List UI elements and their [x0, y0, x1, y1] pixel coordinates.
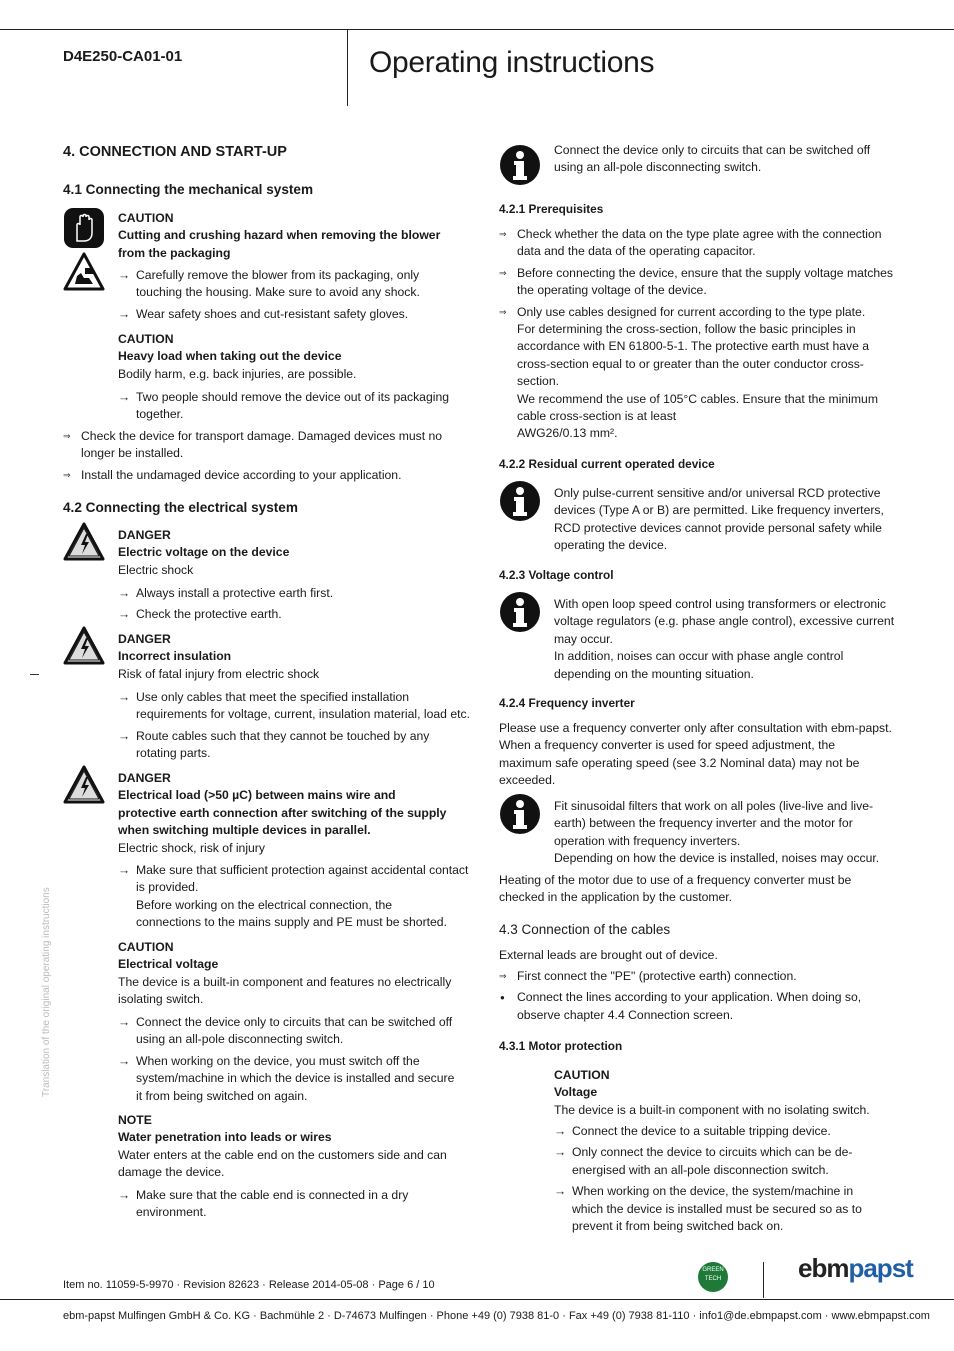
bullet-item: ⇒ Only use cables designed for current according to the type plate.: [517, 304, 893, 321]
instruction-line: → Make sure that the cable end is connected in a dry: [136, 1187, 408, 1204]
caution-subtitle: Voltage: [554, 1085, 598, 1100]
section-heading: 4. CONNECTION AND START-UP: [63, 144, 287, 160]
info-text: In addition, noises can occur with phase angle control: [554, 649, 844, 664]
subsection-heading: 4.2.1 Prerequisites: [499, 202, 604, 216]
instruction-line: connections to the mains supply and PE must be shorted.: [136, 915, 447, 930]
caution-title: CAUTION: [118, 211, 174, 225]
bullet-item: cable cross-section is at least: [517, 408, 677, 423]
instruction-line: → Connect the device to a suitable tripping device.: [572, 1123, 862, 1140]
bullet-item: ⇒ Check the device for transport damage. Damaged devices must no: [81, 428, 442, 445]
instruction-line: → Connect the device only to circuits that can be switched off: [136, 1014, 454, 1031]
subsection-heading: 4.3 Connection of the cables: [499, 922, 671, 937]
caution-body: The device is a built-in component and features no electrically: [118, 974, 452, 989]
info-text: Depending on how the device is installed, noises may occur.: [554, 851, 880, 866]
subsection-heading: 4.3.1 Motor protection: [499, 1039, 623, 1053]
instruction-line: prevent it from being switched back on.: [572, 1218, 784, 1233]
instruction-line: → Wear safety shoes and cut-resistant safety gloves.: [136, 306, 420, 323]
paragraph-line: maximum safe operating speed (see 3.2 Nominal data) may not be: [499, 755, 860, 770]
info-text: depending on the mounting situation.: [554, 666, 754, 681]
bullet-item: cross-section equal to or greater than the outer conductor cross-: [517, 356, 864, 371]
margin-tick: [30, 674, 39, 675]
footer-item-info: Item no. 11059-5-9970 · Revision 82623 · Release 2014-05-08 · Page 6 / 10: [63, 1279, 435, 1291]
info-text: RCD protective devices cannot provide personal safety while: [554, 520, 882, 535]
instruction-line: is provided.: [136, 880, 199, 895]
instruction-line: which the device is installed must be secured so as to: [572, 1201, 862, 1216]
danger-title: DANGER: [118, 632, 171, 646]
danger-body: Electric shock: [118, 562, 194, 577]
info-text: may occur.: [554, 631, 613, 646]
ebmpapst-logo: [798, 1253, 913, 1283]
caution-subtitle: Heavy load when taking out the device: [118, 349, 342, 364]
info-icon: [499, 793, 541, 835]
header-divider: [347, 29, 348, 106]
paragraph-line: Please use a frequency converter only after consultation with ebm-papst.: [499, 721, 892, 735]
danger-body: Risk of fatal injury from electric shock: [118, 666, 320, 681]
caution-subtitle: from the packaging: [118, 245, 231, 260]
instruction-line: → Always install a protective earth first.: [136, 585, 333, 602]
glove-icon: [63, 207, 105, 249]
caution-body: The device is a built-in component with no isolating switch.: [554, 1102, 870, 1117]
note-title: NOTE: [118, 1113, 152, 1127]
subsection-heading: 4.2.2 Residual current operated device: [499, 457, 715, 471]
bullet-item: We recommend the use of 105°C cables. Ensure that the minimum: [517, 391, 878, 406]
instruction-line: energised with an all-pole disconnection switch.: [572, 1162, 829, 1177]
info-text: using an all-pole disconnecting switch.: [554, 160, 762, 175]
caution-subtitle: Cutting and crushing hazard when removing the blower: [118, 228, 441, 243]
side-note: Translation of the original operating instructions: [41, 887, 52, 1097]
danger-subtitle: Electrical load (>50 µC) between mains wire and: [118, 788, 396, 803]
paragraph-line: exceeded.: [499, 773, 556, 788]
info-text: Connect the device only to circuits that can be switched off: [554, 143, 871, 157]
bullet-item: the operating voltage of the device.: [517, 283, 707, 298]
subsection-heading: 4.2.3 Voltage control: [499, 568, 614, 582]
instruction-line: environment.: [136, 1205, 207, 1220]
bullet-item: ⇒ Check whether the data on the type plate agree with the connection: [517, 226, 893, 243]
info-icon: [499, 591, 541, 633]
info-text: Fit sinusoidal filters that work on all poles (live-live and live-: [554, 799, 874, 813]
instruction-line: using an all-pole disconnecting switch.: [136, 1032, 344, 1047]
bullet-item: accordance with EN 61800-5-1. The protective earth must have a: [517, 339, 870, 354]
model-number: D4E250-CA01-01: [63, 48, 183, 65]
instruction-line: requirements for voltage, current, insulation material, load etc.: [136, 707, 470, 722]
footer-company: ebm-papst Mulfingen GmbH & Co. KG · Bachmühle 2 · D-74673 Mulfingen · Phone +49 (0) 7938 81-0 · Fax +49 (0) 7938 81-110 · info1@de.ebmpapst.com · www.ebmpapst.com: [63, 1310, 930, 1322]
subsection-heading: 4.1 Connecting the mechanical system: [63, 182, 314, 197]
subsection-heading: 4.2.4 Frequency inverter: [499, 696, 635, 710]
paragraph-line: checked in the application by the customer.: [499, 890, 733, 905]
instruction-line: → Use only cables that meet the specified installation: [136, 689, 470, 706]
note-body: damage the device.: [118, 1165, 225, 1180]
note-subtitle: Water penetration into leads or wires: [118, 1130, 332, 1145]
bullet-item: AWG26/0.13 mm².: [517, 426, 618, 441]
bullet-item: ⇒ First connect the "PE" (protective earth) connection.: [517, 968, 861, 985]
instruction-line: it from being switched on again.: [136, 1088, 308, 1103]
bullet-item: ● Connect the lines according to your application. When doing so,: [517, 989, 861, 1006]
caution-title: CAUTION: [118, 332, 174, 346]
instruction-line: → Carefully remove the blower from its packaging, only: [136, 267, 420, 284]
instruction-line: → Route cables such that they cannot be touched by any: [136, 728, 470, 745]
instruction-line: Before working on the electrical connection, the: [136, 897, 393, 912]
paragraph-line: Heating of the motor due to use of a frequency converter must be: [499, 873, 852, 887]
info-text: With open loop speed control using transformers or electronic: [554, 597, 886, 611]
electric-hazard-icon: [63, 764, 105, 806]
info-text: operating the device.: [554, 538, 668, 553]
bullet-item: longer be installed.: [81, 446, 184, 461]
instruction-line: → Two people should remove the device out of its packaging: [136, 389, 449, 406]
danger-body: Electric shock, risk of injury: [118, 840, 265, 855]
note-body: Water enters at the cable end on the customers side and can: [118, 1147, 447, 1162]
electric-hazard-icon: [63, 521, 105, 563]
info-text: operation with frequency inverters.: [554, 833, 741, 848]
hand-crush-warning-icon: [63, 251, 105, 293]
danger-title: DANGER: [118, 771, 171, 785]
bullet-item: section.: [517, 374, 560, 389]
instruction-line: → When working on the device, you must switch off the: [136, 1053, 454, 1070]
caution-title: CAUTION: [118, 940, 174, 954]
caution-body: isolating switch.: [118, 992, 204, 1007]
subsection-heading: 4.2 Connecting the electrical system: [63, 500, 298, 515]
caution-body: Bodily harm, e.g. back injuries, are possible.: [118, 366, 357, 381]
logo-part: papst: [848, 1253, 913, 1283]
bullet-item: ⇒ Install the undamaged device according to your application.: [81, 467, 442, 484]
instruction-line: → Check the protective earth.: [136, 606, 333, 623]
greentech-badge: GREEN TECH: [698, 1262, 728, 1292]
info-text: earth) between the frequency inverter and the motor for: [554, 816, 853, 831]
electric-hazard-icon: [63, 625, 105, 667]
info-text: devices (Type A or B) are permitted. Like frequency inverters,: [554, 503, 884, 518]
danger-subtitle: when switching multiple devices in parallel.: [118, 823, 371, 838]
instruction-line: rotating parts.: [136, 746, 211, 761]
footer-divider: [763, 1262, 764, 1298]
danger-title: DANGER: [118, 528, 171, 542]
page-title: Operating instructions: [369, 46, 655, 79]
bullet-item: data and the data of the operating capacitor.: [517, 244, 756, 259]
caution-title: CAUTION: [554, 1068, 610, 1082]
top-rule: [0, 29, 954, 30]
paragraph-line: External leads are brought out of device.: [499, 948, 718, 962]
bullet-item: ⇒ Before connecting the device, ensure that the supply voltage matches: [517, 265, 893, 282]
danger-subtitle: protective earth connection after switching of the supply: [118, 805, 447, 820]
instruction-line: → Make sure that sufficient protection against accidental contact: [136, 862, 468, 879]
danger-subtitle: Electric voltage on the device: [118, 545, 290, 560]
bullet-item: For determining the cross-section, follow the basic principles in: [517, 321, 856, 336]
bottom-rule: [0, 1299, 954, 1300]
info-text: voltage regulators (e.g. phase angle control), excessive current: [554, 614, 895, 629]
instruction-line: → Only connect the device to circuits which can be de-: [572, 1144, 862, 1161]
danger-subtitle: Incorrect insulation: [118, 649, 232, 664]
instruction-line: → When working on the device, the system/machine in: [572, 1183, 862, 1200]
instruction-line: touching the housing. Make sure to avoid any shock.: [136, 285, 420, 300]
logo-part: ebm: [798, 1253, 849, 1283]
info-icon: [499, 480, 541, 522]
bullet-item: observe chapter 4.4 Connection screen.: [517, 1007, 734, 1022]
paragraph-line: When a frequency converter is used for speed adjustment, the: [499, 738, 836, 753]
instruction-line: together.: [136, 407, 184, 422]
caution-subtitle: Electrical voltage: [118, 957, 219, 972]
info-icon: [499, 144, 541, 186]
info-text: Only pulse-current sensitive and/or universal RCD protective: [554, 486, 881, 500]
instruction-line: system/machine in which the device is installed and secure: [136, 1071, 455, 1086]
